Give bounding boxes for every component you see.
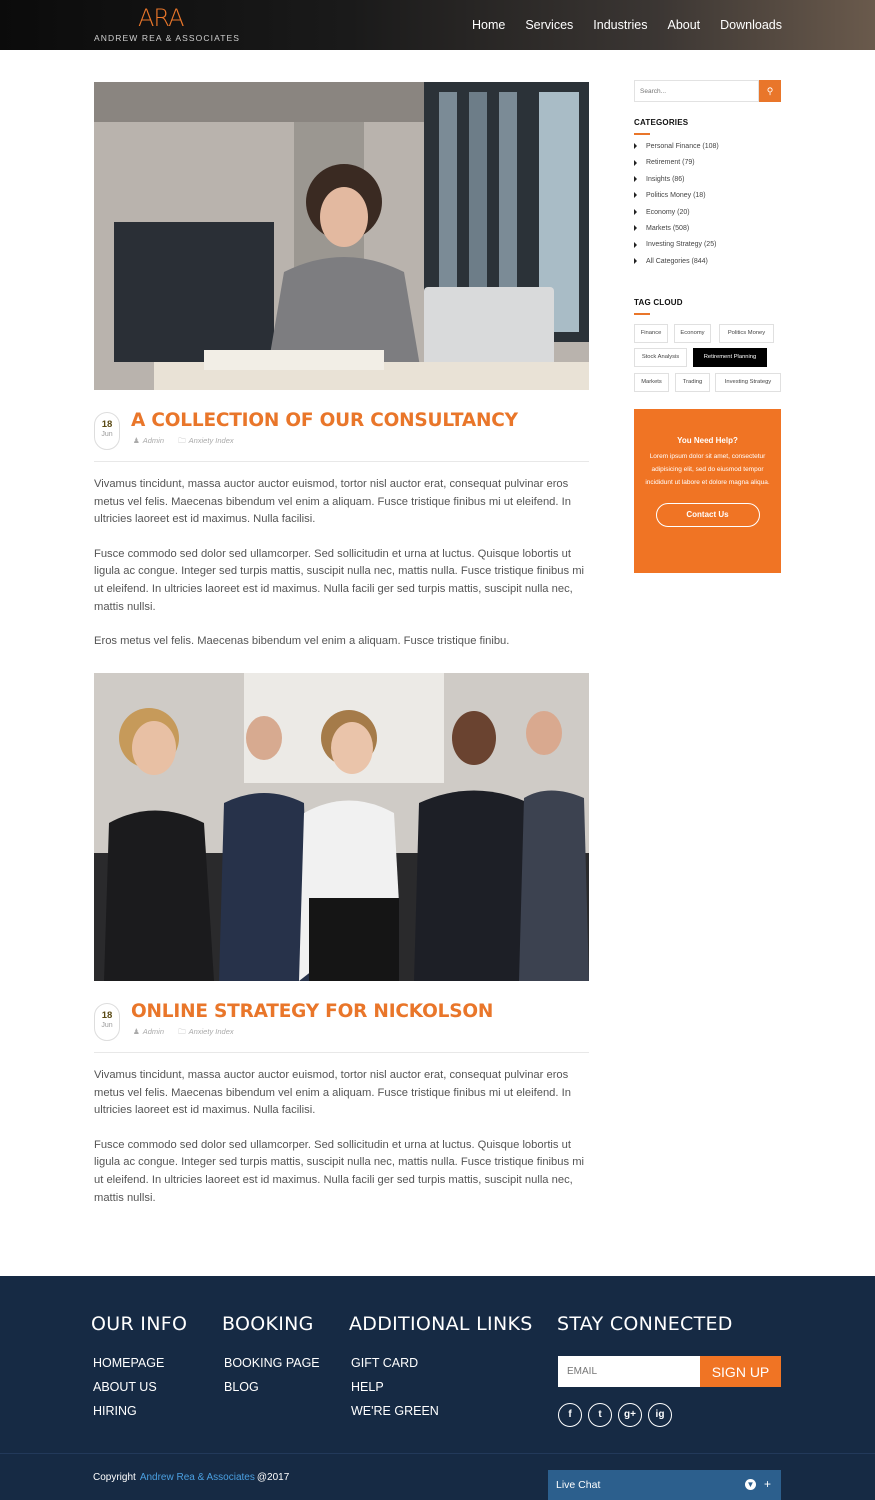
google-plus-icon[interactable]: g+ [618,1403,642,1427]
category-label: Retirement (79) [646,159,695,167]
footer-link-booking-page[interactable]: BOOKING PAGE [224,1356,320,1370]
tag-economy[interactable]: Economy [674,324,711,343]
sidebar-search [634,80,781,102]
search-input[interactable] [634,80,759,102]
category-item[interactable] [634,140,719,156]
tag-markets[interactable]: Markets [634,373,669,392]
tag-trading[interactable]: Trading [675,373,710,392]
caret-right-icon [634,209,637,215]
post-day: 18 [101,419,113,430]
caret-right-icon [634,143,637,149]
post-divider [94,461,589,462]
tag-retirement-planning[interactable]: Retirement Planning [693,348,767,367]
footer-link-were-green[interactable]: WE'RE GREEN [351,1404,439,1418]
tag-stock-analysis[interactable]: Stock Analysis [634,348,687,367]
footer-link-homepage[interactable]: HOMEPAGE [93,1356,165,1370]
folder-icon: 🗀 [178,1027,186,1036]
post-meta [133,435,234,448]
post-paragraph: Vivamus tincidunt, massa auctor auctor euismod, tortor nisl auctor erat, consequat pulvinar eros metus vel felis. Maecenas bibendum vel enim a aliquam. Fusce tristique finibus mi ut eleifend. In ultricies laoreet est id maximus. Nulla facilisi. [94,478,571,526]
post-month: Jun [101,1022,113,1029]
main-nav [472,0,875,50]
logo-mark: ARA [138,4,184,32]
category-item[interactable] [634,206,719,222]
email-field[interactable] [558,1356,700,1387]
category-label: Markets (508) [646,224,690,232]
categories-heading: CATEGORIES [634,118,689,127]
chevron-down-icon[interactable]: ▼ [746,1480,755,1489]
post-image-illustration [94,82,589,390]
help-title: You Need Help? [677,436,738,445]
logo-text: ANDREW REA & ASSOCIATES [94,33,241,43]
category-item[interactable] [634,222,719,238]
footer-heading: OUR INFO [91,1313,188,1335]
user-icon: ♟ [133,1027,140,1036]
footer-col-booking [222,1313,320,1399]
post-date-badge [94,412,120,450]
live-chat-widget[interactable] [548,1470,781,1500]
post-author[interactable]: Admin [142,1027,164,1036]
category-item[interactable] [634,255,719,271]
footer-link-gift-card[interactable]: GIFT CARD [351,1356,419,1370]
footer-col-additional-links [349,1313,533,1423]
post-title[interactable]: ONLINE STRATEGY FOR NICKOLSON [131,1001,494,1022]
footer-divider [0,1453,875,1454]
nav-about[interactable]: About [667,18,701,32]
nav-services[interactable]: Services [525,18,574,32]
site-header [0,0,875,50]
nav-industries[interactable]: Industries [593,18,648,32]
tag-cloud-heading: TAG CLOUD [634,298,683,307]
footer-heading: BOOKING [222,1313,314,1335]
post-day: 18 [101,1010,113,1021]
plus-icon[interactable]: + [763,1477,771,1491]
footer-link-help[interactable]: HELP [351,1380,384,1394]
footer-heading: ADDITIONAL LINKS [349,1313,533,1335]
twitter-icon[interactable]: t [588,1403,612,1427]
contact-us-button[interactable]: Contact Us [656,503,760,527]
help-text: Lorem ipsum dolor sit amet, consectetur adipisicing elit, sed do eiusmod tempor incididunt ut labore et dolore magna aliqua. [645,453,770,486]
category-list [634,140,719,271]
footer-heading: STAY CONNECTED [557,1313,733,1335]
post-paragraph: Fusce commodo sed dolor sed ullamcorper. Sed sollicitudin et urna at luctus. Quisque lobortis ut ligula ac congue. Integer sed turpis mattis, suscipit nulla nec, mattis nulla. Fusce tristique finibus mi ut eleifend. In ultricies laoreet est id maximus. Nulla facili ger sed turpis mattis, suscipit nulla nec, mattis nullsi. [94,1138,584,1204]
post-title[interactable]: A COLLECTION OF OUR CONSULTANCY [131,410,518,431]
tag-finance[interactable]: Finance [634,324,668,343]
caret-right-icon [634,242,637,248]
tag-politics-money[interactable]: Politics Money [719,324,774,343]
category-label: Economy (20) [646,208,690,216]
caret-right-icon [634,225,637,231]
category-item[interactable] [634,156,719,172]
folder-icon: 🗀 [178,436,186,445]
post-category[interactable]: Anxiety Index [188,436,234,445]
footer-link-about-us[interactable]: ABOUT US [93,1380,157,1394]
post-paragraph: Eros metus vel felis. Maecenas bibendum vel enim a aliquam. Fusce tristique finibu. [94,635,510,648]
social-links [558,1403,678,1427]
category-label: Insights (86) [646,175,685,183]
help-box [634,409,781,573]
nav-home[interactable]: Home [472,18,506,32]
footer-col-stay-connected [557,1313,733,1335]
search-icon: ⚲ [766,85,774,96]
footer-link-blog[interactable]: BLOG [224,1380,259,1394]
logo[interactable] [94,6,244,46]
live-chat-label: Live Chat [556,1479,601,1491]
site-footer [0,1276,875,1500]
post-image[interactable] [94,82,589,390]
instagram-icon[interactable]: ig [648,1403,672,1427]
category-item[interactable] [634,238,719,254]
caret-right-icon [634,160,637,166]
category-label: Personal Finance (108) [646,143,719,150]
copyright-year: @2017 [256,1472,290,1483]
post-image[interactable] [94,673,589,981]
copyright [93,1472,289,1483]
search-button[interactable] [759,80,781,102]
post-paragraph: Fusce commodo sed dolor sed ullamcorper. Sed sollicitudin et urna at luctus. Quisque lobortis ut ligula ac congue. Integer sed turpis mattis, suscipit nulla nec, mattis nulla. Fusce tristique finibus mi ut eleifend. In ultricies laoreet est id maximus. Nulla facili ger sed turpis mattis, suscipit nulla nec, mattis nullsi. [94,547,584,613]
footer-col-our-info [91,1313,187,1423]
facebook-icon[interactable]: f [558,1403,582,1427]
category-label: All Categories (844) [646,257,708,265]
post-body [94,476,589,668]
nav-downloads[interactable]: Downloads [720,18,782,32]
user-icon: ♟ [133,436,140,445]
post-divider [94,1052,589,1053]
category-label: Investing Strategy (25) [646,241,717,249]
post-meta [133,1026,234,1039]
copyright-prefix: Copyright [93,1472,136,1483]
copyright-brand-link[interactable]: Andrew Rea & Associates [139,1472,255,1483]
post-month: Jun [101,431,113,438]
caret-right-icon [634,176,637,182]
post-paragraph: Vivamus tincidunt, massa auctor auctor euismod, tortor nisl auctor erat, consequat pulvinar eros metus vel felis. Maecenas bibendum vel enim a aliquam. Fusce tristique finibus mi ut eleifend. In ultricies laoreet est id maximus. Nulla facilisi. [94,1069,571,1117]
newsletter-form [558,1356,781,1387]
caret-right-icon [634,258,637,264]
caret-right-icon [634,192,637,198]
post-image-illustration [94,673,589,981]
post-date-badge [94,1003,120,1041]
post-category[interactable]: Anxiety Index [188,1027,234,1036]
category-item[interactable] [634,189,719,205]
post-author[interactable]: Admin [142,436,164,445]
category-item[interactable] [634,173,719,189]
footer-link-hiring[interactable]: HIRING [93,1404,137,1418]
category-label: Politics Money (18) [646,192,706,200]
tag-investing-strategy[interactable]: Investing Strategy [715,373,781,392]
post-body [94,1067,589,1224]
sign-up-button[interactable]: SIGN UP [700,1356,781,1387]
